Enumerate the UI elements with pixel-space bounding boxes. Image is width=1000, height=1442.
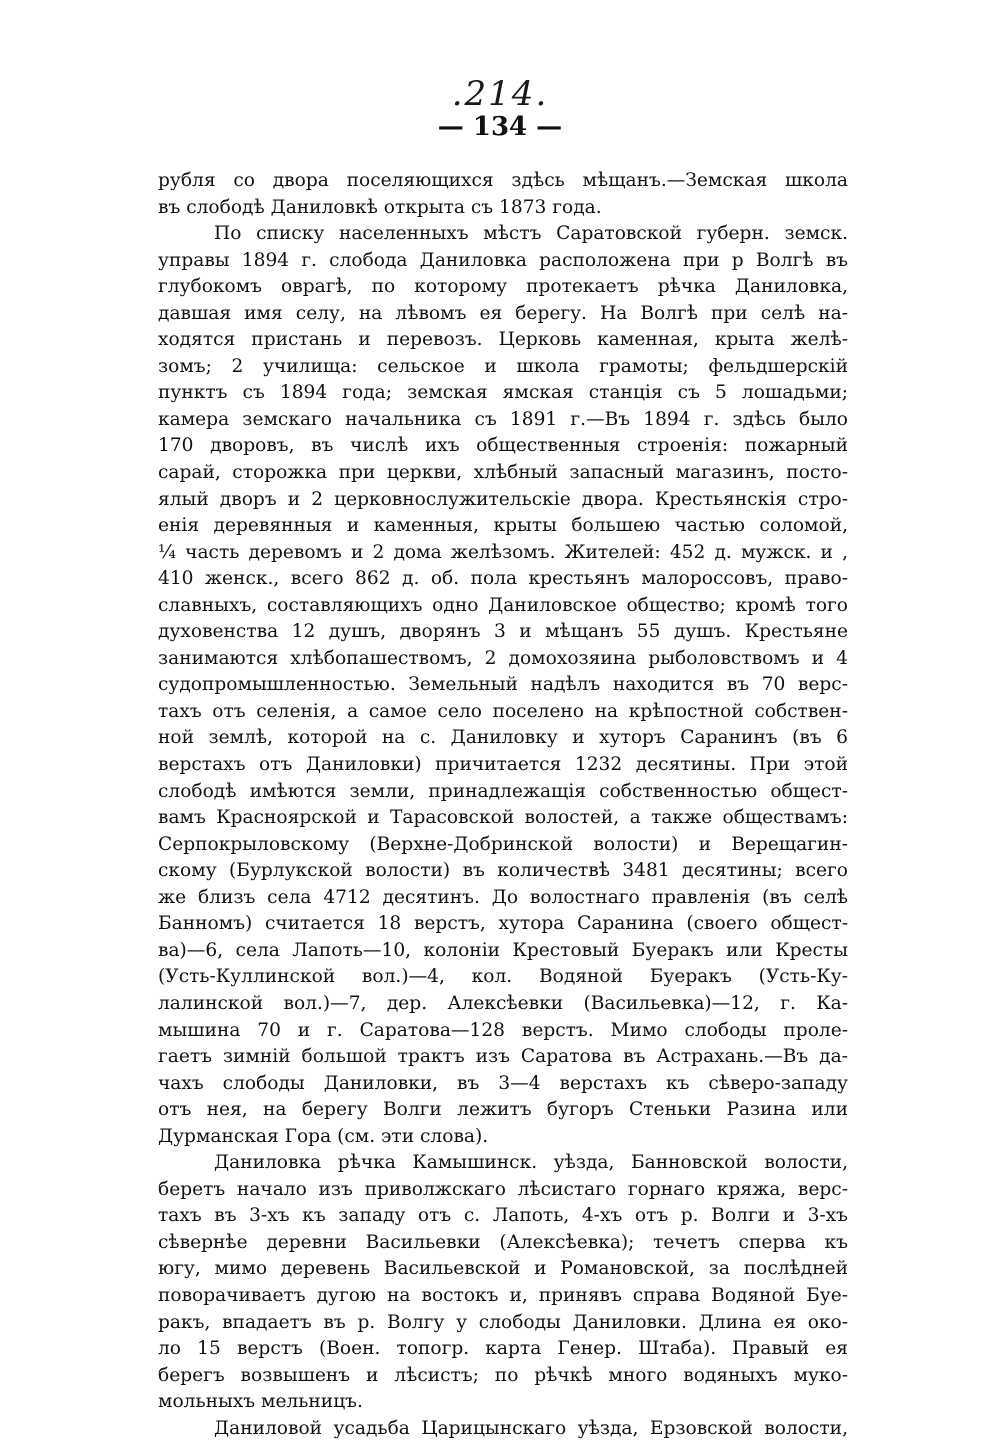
text-line: камера земскаго начальника съ 1891 г.—Въ 1894 г. здѣсь было: [158, 408, 848, 430]
text-line: Серпокрыловскому (Верхне-Добринской волости) и Верещагин-: [158, 833, 848, 855]
body-text: [158, 168, 848, 1442]
text-line: беретъ начало изъ приволжскаго лѣсистаго горнаго кряжа, верс-: [158, 1178, 848, 1200]
text-line: отъ нея, на берегу Волги лежитъ бугоръ Стеньки Разина или: [158, 1099, 848, 1121]
text-line: управы 1894 г. слобода Даниловка расположена при р Волгѣ въ: [158, 249, 848, 271]
text-line: судопромышленностью. Земельный надѣлъ находится въ 70 верс-: [158, 674, 848, 696]
text-line: мольныхъ мельницъ.: [158, 1391, 363, 1413]
text-line: рубля со двора поселяющихся здѣсь мѣщанъ.—Земская школа: [158, 170, 848, 191]
text-line: тахъ въ 3-хъ къ западу отъ с. Лапоть, 4-хъ отъ р. Волги и 3-хъ: [158, 1205, 848, 1227]
handwritten-page-number: .214.: [451, 74, 549, 114]
text-line: мышина 70 и г. Саратова—128 верстъ. Мимо слободы проле-: [158, 1019, 848, 1041]
text-line: сарай, сторожка при церкви, хлѣбный запасный магазинъ, посто-: [158, 462, 848, 484]
paragraph-start-line: По списку населенныхъ мѣстъ Саратовской губерн. земск.: [214, 223, 848, 245]
text-line: гаетъ зимній большой трактъ изъ Саратова въ Астрахань.—Въ да-: [158, 1046, 848, 1068]
text-line: чахъ слободы Даниловки, въ 3—4 верстахъ къ сѣверо-западу: [158, 1072, 848, 1094]
text-line: Банномъ) считается 18 верстъ, хутора Саранина (своего общест-: [158, 913, 848, 935]
text-line: ной землѣ, которой на с. Даниловку и хуторъ Саранинъ (въ 6: [158, 727, 848, 749]
text-line: ходятся пристань и перевозъ. Церковь каменная, крыта желѣ-: [158, 329, 848, 351]
text-line: берегъ возвышенъ и лѣсистъ; по рѣчкѣ много водяныхъ муко-: [158, 1364, 848, 1386]
printed-page-number: — 134 —: [437, 112, 563, 142]
text-line: въ слободѣ Даниловкѣ открыта съ 1873 года.: [158, 196, 602, 218]
text-line: поворачиваетъ дугою на востокъ и, принявъ справа Водяной Буе-: [158, 1284, 848, 1306]
text-line: лалинской вол.)—7, дер. Алексѣевки (Васильевка)—12, г. Ка-: [158, 992, 848, 1014]
text-line: пунктъ съ 1894 года; земская ямская станція съ 5 лошадьми;: [158, 382, 848, 404]
text-line: славныхъ, составляющихъ одно Даниловское общество; кромѣ того: [158, 594, 848, 616]
text-line: 170 дворовъ, въ числѣ ихъ общественныя строенія: пожарный: [158, 435, 848, 457]
text-line: занимаются хлѣбопашествомъ, 2 домохозяина рыболовствомъ и 4: [158, 647, 848, 669]
text-line: ялый дворъ и 2 церковнослужительскіе двора. Крестьянскія стро-: [158, 488, 848, 510]
text-line: сѣвернѣе деревни Васильевки (Алексѣевка); течетъ сперва къ: [158, 1231, 848, 1253]
text-line: Дурманская Гора (см. эти слова).: [158, 1125, 489, 1147]
paragraph-start-line: Даниловка рѣчка Камышинск. уѣзда, Банновской волости,: [214, 1152, 848, 1174]
text-line: слободѣ имѣются земли, принадлежащія собственностью общест-: [158, 780, 848, 802]
text-line: верстахъ отъ Даниловки) причитается 1232 десятины. При этой: [158, 754, 848, 776]
text-line: скому (Бурлукской волости) въ количествѣ 3481 десятины; всего: [158, 860, 848, 882]
text-line: ло 15 верстъ (Воен. топогр. карта Генер. Штаба). Правый ея: [158, 1338, 848, 1360]
text-line: (Усть-Куллинской вол.)—4, кол. Водяной Буеракъ (Усть-Ку-: [158, 966, 848, 988]
text-line: ракъ, впадаетъ въ р. Волгу у слободы Даниловки. Длина ея око-: [158, 1311, 848, 1333]
text-line: 410 женск., всего 862 д. об. пола крестьянъ малороссовъ, право-: [158, 568, 848, 590]
text-line: давшая имя селу, на лѣвомъ ея берегу. На Волгѣ при селѣ на-: [158, 302, 848, 324]
text-line: ва)—6, села Лапоть—10, колоніи Крестовый Буеракъ или Кресты: [158, 939, 848, 961]
text-line: тахъ отъ селенія, а самое село поселено на крѣпостной собствен-: [158, 700, 848, 722]
text-line: зомъ; 2 училища: сельское и школа грамоты; фельдшерскій: [158, 355, 848, 377]
text-line: енія деревянныя и каменныя, крыты большею частью соломой,: [158, 515, 848, 537]
text-line: глубокомъ оврагѣ, по которому протекаетъ рѣчка Даниловка,: [158, 276, 848, 298]
text-line: югу, мимо деревень Васильевской и Романовской, за послѣдней: [158, 1258, 848, 1280]
text-line: ¼ часть деревомъ и 2 дома желѣзомъ. Жителей: 452 д. мужск. и ,: [158, 541, 848, 563]
text-line: же близъ села 4712 десятинъ. До волостнаго правленія (въ селѣ: [158, 886, 848, 908]
text-line: вамъ Красноярской и Тарасовской волостей, а также обществамъ:: [158, 807, 848, 829]
text-line: духовенства 12 душъ, дворянъ 3 и мѣщанъ 55 душъ. Крестьяне: [158, 621, 848, 643]
paragraph-start-line: Даниловой усадьба Царицынскаго уѣзда, Ерзовской волости,: [214, 1417, 848, 1439]
